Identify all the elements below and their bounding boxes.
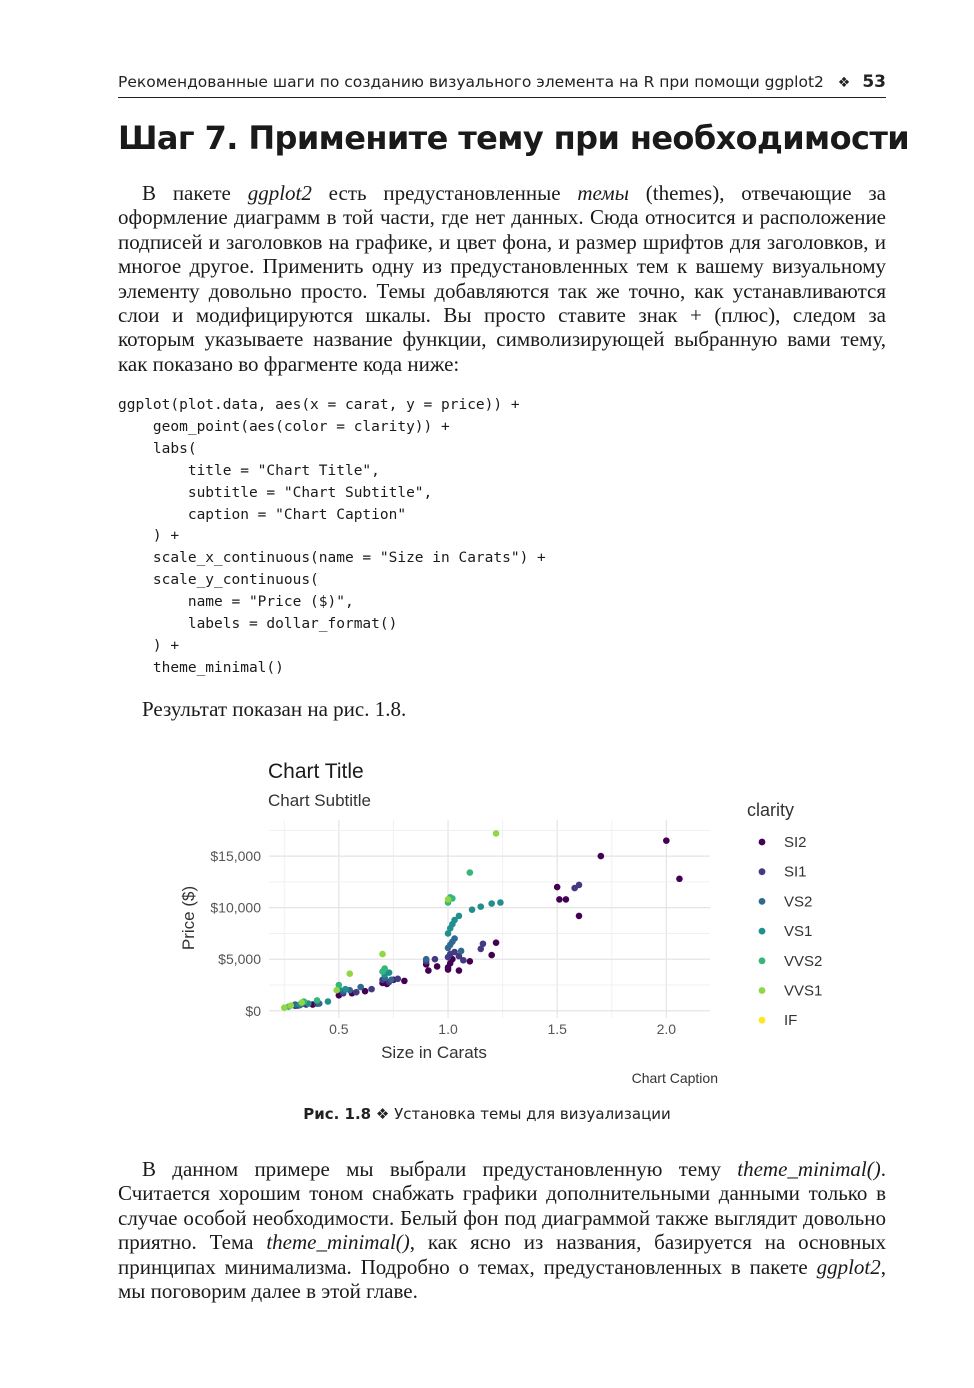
legend-key xyxy=(759,1017,766,1024)
data-point-si2 xyxy=(456,967,463,974)
function-name: theme_minimal() xyxy=(737,1157,881,1181)
y-tick-label: $10,000 xyxy=(210,899,261,916)
running-title: Рекомендованные шаги по созданию визуального элемента на R при помощи ggplot2 xyxy=(118,73,824,91)
data-point-vvs2 xyxy=(381,965,388,972)
legend-key xyxy=(759,928,766,935)
x-tick-label: 0.5 xyxy=(329,1021,349,1037)
data-point-si2 xyxy=(434,963,441,970)
data-point-vs1 xyxy=(325,998,332,1005)
running-header xyxy=(118,72,886,92)
data-point-vs1 xyxy=(469,906,476,913)
x-tick-label: 2.0 xyxy=(656,1021,677,1037)
legend-key xyxy=(759,957,766,964)
data-point-vvs1 xyxy=(346,970,353,977)
data-point-si1 xyxy=(395,976,402,983)
header-rule xyxy=(118,97,886,98)
data-point-si1 xyxy=(576,882,583,889)
y-tick-label: $15,000 xyxy=(210,848,261,865)
legend-label: SI1 xyxy=(784,863,807,881)
data-point-si1 xyxy=(368,986,375,993)
legend-label: VS2 xyxy=(784,893,813,911)
data-point-vvs2 xyxy=(314,997,321,1004)
chart-caption: Chart Caption xyxy=(631,1070,718,1086)
legend-label: VVS2 xyxy=(784,952,823,970)
figure-caption-diamond-icon: ❖ xyxy=(375,1105,390,1123)
data-point-si1 xyxy=(353,989,360,996)
data-point-vvs1 xyxy=(281,1004,288,1011)
legend-label: VS1 xyxy=(784,923,813,941)
result-text: Результат показан на рис. 1.8. xyxy=(142,697,407,721)
data-point-vvs1 xyxy=(298,999,305,1006)
data-point-si2 xyxy=(556,896,563,903)
data-point-si2 xyxy=(676,875,683,882)
data-point-si2 xyxy=(493,939,500,946)
data-point-vs2 xyxy=(388,977,395,984)
data-point-vvs1 xyxy=(445,896,452,903)
header-diamond-icon: ❖ xyxy=(837,75,851,91)
section-title: Шаг 7. Примените тему при необходимости xyxy=(118,119,910,157)
data-point-vs2 xyxy=(357,984,364,991)
figure-label: Рис. 1.8 xyxy=(303,1105,372,1123)
legend-label: SI2 xyxy=(784,834,807,851)
legend-label: IF xyxy=(784,1012,798,1030)
legend-key xyxy=(759,898,766,905)
term-themes: темы xyxy=(577,181,629,205)
data-point-vs2 xyxy=(458,948,465,955)
figure-caption xyxy=(0,1105,974,1123)
data-point-vs1 xyxy=(456,913,463,920)
data-point-si2 xyxy=(598,853,605,860)
data-point-si1 xyxy=(432,956,439,963)
intro-paragraph: В пакете ggplot2 есть предустановленные темы (themes), отвечающие за оформление диаграмм в той части, где нет данных. Сюда относится и расположение подписей и заголовков на графике, и цвет фона, и размер шрифтов для заголовков, и многое другое. Применить одну из предустановленных тем к вашему визуальному элементу довольно просто. Темы добавляются так же точно, как устанавливаются слои и модифицируются шкалы. Вы просто ставите знак + (плюс), следом за которым указываете название функции, символизирующей выбранную вами тему, как показано во фрагменте кода ниже: xyxy=(118,181,886,376)
x-axis-label: Size in Carats xyxy=(381,1043,487,1062)
data-point-si2 xyxy=(401,978,408,985)
legend-key xyxy=(759,868,766,875)
code-listing: ggplot(plot.data, aes(x = carat, y = price)) + geom_point(aes(color = clarity)) + labs( title = "Chart Title", subtitle = "Chart Subtitle", caption = "Chart Caption" ) + scale_x_continuous(name = "Size in Carats") + scale_y_continuous( name = "Price ($)", labels = dollar_format() ) + theme_minimal() xyxy=(118,397,546,676)
page-number: 53 xyxy=(862,72,886,92)
data-point-si1 xyxy=(480,940,487,947)
data-point-si2 xyxy=(663,837,670,844)
data-point-si2 xyxy=(488,952,495,959)
data-point-si2 xyxy=(576,913,583,920)
data-point-vs1 xyxy=(342,986,349,993)
data-point-vvs1 xyxy=(333,987,340,994)
package-name: ggplot2 xyxy=(247,181,312,205)
data-point-vvs1 xyxy=(493,830,500,837)
data-point-si2 xyxy=(425,967,432,974)
x-tick-label: 1.5 xyxy=(547,1021,567,1037)
scatter-chart xyxy=(176,748,836,1092)
legend-label: VVS1 xyxy=(784,982,823,1000)
y-axis-label: Price ($) xyxy=(179,885,198,951)
data-point-vvs1 xyxy=(379,951,386,958)
data-point-si2 xyxy=(467,958,474,965)
data-point-vs1 xyxy=(488,900,495,907)
data-point-vvs1 xyxy=(288,1002,295,1009)
chart-title: Chart Title xyxy=(268,760,364,783)
data-point-si2 xyxy=(563,896,570,903)
legend-key xyxy=(759,987,766,994)
data-point-vs2 xyxy=(451,935,458,942)
data-point-si2 xyxy=(554,884,561,891)
chart-figure xyxy=(176,748,823,1092)
function-name: theme_minimal() xyxy=(266,1230,410,1255)
chart-background xyxy=(176,748,752,1092)
x-tick-label: 1.0 xyxy=(438,1021,458,1037)
y-tick-label: $0 xyxy=(245,1002,261,1019)
y-tick-label: $5,000 xyxy=(218,951,261,968)
legend-title: clarity xyxy=(747,800,795,820)
figure-caption-text: Установка темы для визуализации xyxy=(394,1105,671,1123)
data-point-si1 xyxy=(460,957,467,964)
closing-paragraph: В данном примере мы выбрали предустановленную тему theme_minimal(). Считается хорошим тоном снабжать графики дополнительными данными только в случае особой необходимости. Белый фон под диаграммой также выглядит довольно приятно. Тема theme_minimal(), как ясно из названия, базируется на основных принципах минимализма. Подробно о темах, предустановленных в пакете ggplot2, мы поговорим далее в этой главе. xyxy=(118,1157,886,1304)
package-name: ggplot2 xyxy=(816,1254,881,1279)
data-point-vvs2 xyxy=(467,869,474,876)
data-point-vs1 xyxy=(477,903,484,910)
chart-subtitle: Chart Subtitle xyxy=(268,791,371,810)
data-point-vs2 xyxy=(423,956,430,963)
legend-key xyxy=(759,839,766,846)
data-point-vs1 xyxy=(497,899,504,906)
